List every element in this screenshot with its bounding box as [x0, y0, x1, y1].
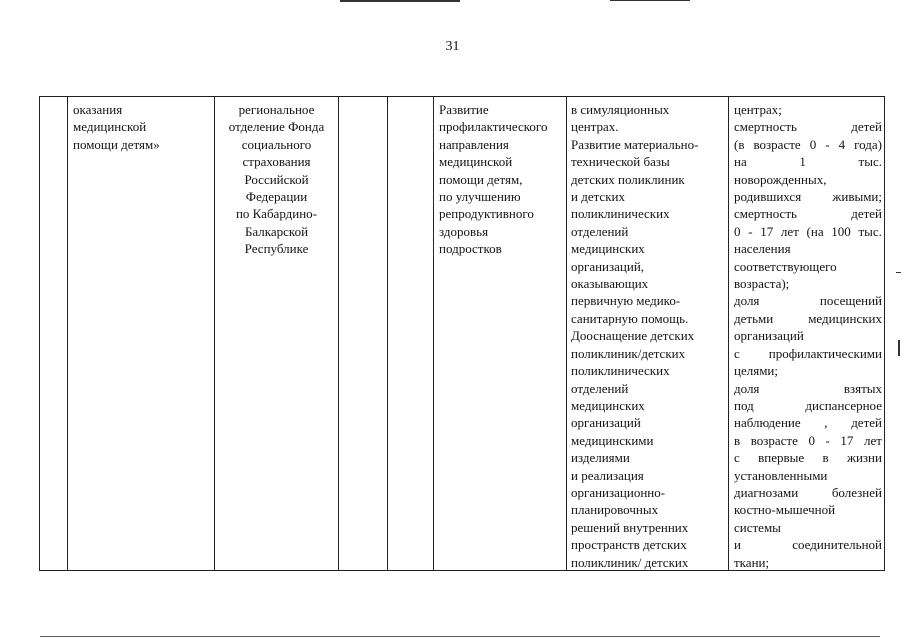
- cell-line: изделиями: [571, 450, 630, 466]
- column-divider: [67, 96, 68, 571]
- cell-line: доля посещений: [734, 293, 882, 309]
- cell-line: детьми медицинских: [734, 310, 882, 326]
- cell-line: Балкарской: [244, 223, 309, 239]
- cell-line: детских поликлиник: [571, 171, 685, 187]
- column-divider: [728, 96, 729, 571]
- cell-line: страхования: [242, 154, 311, 170]
- page-number: 31: [445, 39, 460, 54]
- cell-line: (в возрасте 0 - 4 года): [734, 136, 882, 152]
- cell-line: здоровья: [439, 223, 489, 239]
- column-divider: [387, 96, 388, 571]
- cell-program-name: [73, 101, 213, 153]
- cell-line: организаций: [571, 415, 641, 431]
- cell-line: подростков: [439, 241, 502, 257]
- cell-line: с профилактическими: [734, 345, 882, 361]
- cell-line: смертность детей: [734, 206, 882, 222]
- cell-line: 0 - 17 лет (на 100 тыс.: [734, 223, 882, 239]
- cell-line: Республике: [244, 241, 309, 257]
- cell-line: Развитие материально-: [571, 136, 699, 152]
- cell-line: пространств детских: [571, 537, 687, 553]
- cell-line: центрах;: [734, 102, 782, 117]
- cell-line: установленными: [734, 467, 828, 483]
- scan-artifact: [896, 272, 901, 273]
- cell-line: помощи детям,: [439, 171, 523, 187]
- cell-line: Дооснащение детских: [571, 328, 695, 344]
- cell-line: на 1 тыс.: [734, 154, 882, 170]
- cell-line: под диспансерное: [734, 397, 882, 413]
- cell-line: Развитие: [439, 102, 489, 117]
- cell-line: и детских: [571, 189, 625, 205]
- cell-line: направления: [439, 136, 509, 152]
- column-divider: [566, 96, 567, 571]
- cell-line: смертность детей: [734, 119, 882, 135]
- scan-artifact: [610, 0, 690, 1]
- cell-line: поликлиник/ детских: [571, 554, 689, 570]
- scan-artifact: [898, 340, 900, 356]
- cell-line: в возрасте 0 - 17 лет: [734, 432, 882, 448]
- cell-line: отделение Фонда: [228, 119, 325, 135]
- cell-line: отделений: [571, 223, 629, 239]
- cell-line: с впервые в жизни: [734, 450, 882, 466]
- cell-line: в симуляционных: [571, 102, 670, 117]
- cell-line: наблюдение , детей: [734, 415, 882, 431]
- cell-line: возраста);: [734, 276, 790, 292]
- column-divider: [338, 96, 339, 571]
- cell-line: организаций,: [571, 258, 645, 274]
- cell-line: и соединительной: [734, 537, 882, 553]
- cell-line: диагнозами болезней: [734, 484, 882, 500]
- cell-activities: [571, 101, 727, 571]
- cell-line: населения: [734, 241, 791, 257]
- cell-line: медицинскими: [571, 432, 654, 448]
- cell-line: медицинской: [73, 119, 147, 135]
- cell-line: медицинской: [439, 154, 513, 170]
- column-divider: [433, 96, 434, 571]
- cell-line: ткани;: [734, 554, 770, 570]
- cell-line: оказания: [73, 102, 123, 117]
- cell-line: региональное: [238, 102, 315, 117]
- cell-line: костно-мышечной: [734, 502, 836, 518]
- cell-line: системы: [734, 519, 781, 535]
- cell-line: помощи детям»: [73, 136, 160, 152]
- cell-line: Российской: [244, 171, 309, 187]
- cell-line: соответствующего: [734, 258, 837, 274]
- cell-line: организационно-: [571, 484, 666, 500]
- cell-line: технической базы: [571, 154, 670, 170]
- cell-line: медицинских: [571, 397, 645, 413]
- cell-line: поликлинических: [571, 363, 670, 379]
- cell-line: доля взятых: [734, 380, 882, 396]
- cell-line: поликлиник/детских: [571, 345, 686, 361]
- cell-direction: [439, 101, 565, 258]
- cell-line: центрах.: [571, 119, 619, 135]
- cell-line: социального: [241, 136, 312, 152]
- cell-line: Федерации: [245, 189, 308, 205]
- scan-artifact: [40, 636, 880, 637]
- cell-line: санитарную помощь.: [571, 310, 689, 326]
- cell-line: медицинских: [571, 241, 645, 257]
- cell-line: отделений: [571, 380, 629, 396]
- cell-executor: [216, 101, 337, 258]
- cell-line: поликлинических: [571, 206, 670, 222]
- cell-line: целями;: [734, 363, 778, 379]
- cell-line: и реализация: [571, 467, 644, 483]
- cell-line: по улучшению: [439, 189, 521, 205]
- cell-indicators: [734, 101, 882, 571]
- cell-line: репродуктивного: [439, 206, 534, 222]
- cell-line: планировочных: [571, 502, 659, 518]
- cell-line: профилактического: [439, 119, 548, 135]
- cell-line: оказывающих: [571, 276, 649, 292]
- cell-line: решений внутренних: [571, 519, 689, 535]
- cell-line: новорожденных,: [734, 171, 827, 187]
- scan-artifact: [340, 0, 460, 2]
- cell-line: первичную медико-: [571, 293, 681, 309]
- column-divider: [214, 96, 215, 571]
- cell-line: родившихся живыми;: [734, 189, 882, 205]
- cell-line: организаций: [734, 328, 804, 344]
- cell-line: по Кабардино-: [235, 206, 318, 222]
